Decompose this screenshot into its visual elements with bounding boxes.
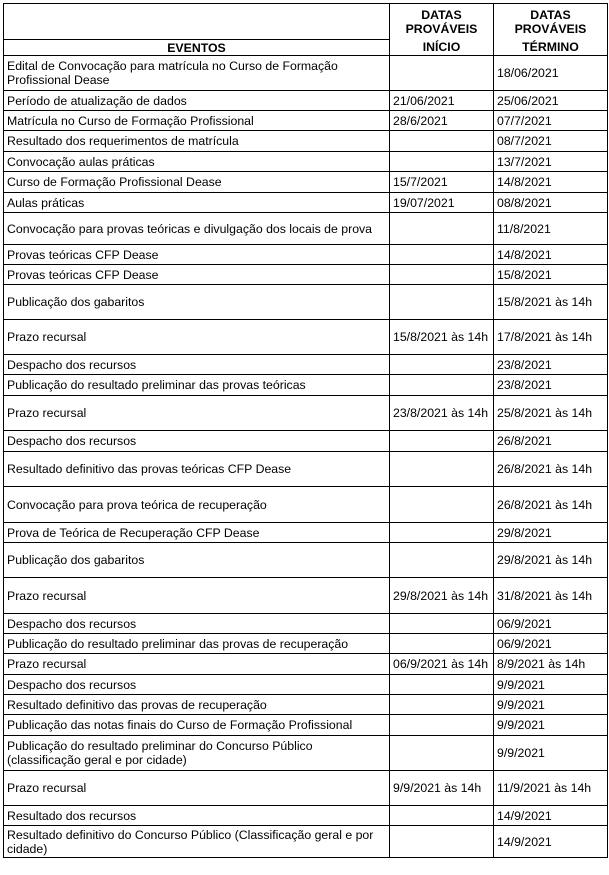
table-row [4, 452, 608, 487]
start-date-cell [390, 675, 494, 695]
table-row [4, 826, 608, 858]
table-row [4, 431, 608, 452]
end-date-cell: 15/8/2021 às 14h [494, 285, 608, 320]
event-cell: Matrícula no Curso de Formação Profissional [4, 111, 390, 131]
end-date-cell: 07/7/2021 [494, 111, 608, 131]
event-cell: Prazo recursal [4, 320, 390, 355]
table-row [4, 806, 608, 826]
end-date-cell: 06/9/2021 [494, 634, 608, 654]
table-row [4, 771, 608, 806]
event-cell: Publicação do resultado preliminar das provas teóricas [4, 375, 390, 396]
start-date-cell [390, 806, 494, 826]
header-datas-provaveis-inicio: DATAS PROVÁVEIS [390, 4, 494, 40]
end-date-cell: 06/9/2021 [494, 614, 608, 634]
table-row [4, 355, 608, 375]
event-cell: Publicação do resultado preliminar das provas de recuperação [4, 634, 390, 654]
end-date-cell: 13/7/2021 [494, 152, 608, 172]
event-cell: Provas teóricas CFP Dease [4, 265, 390, 285]
table-row [4, 245, 608, 265]
table-row [4, 675, 608, 695]
start-date-cell: 23/8/2021 às 14h [390, 396, 494, 431]
event-cell: Prazo recursal [4, 654, 390, 675]
end-date-cell: 15/8/2021 [494, 265, 608, 285]
event-cell: Publicação dos gabaritos [4, 285, 390, 320]
end-date-cell: 18/06/2021 [494, 56, 608, 91]
event-cell: Resultado dos recursos [4, 806, 390, 826]
event-cell: Despacho dos recursos [4, 431, 390, 452]
schedule-table [3, 3, 608, 858]
start-date-cell [390, 452, 494, 487]
start-date-cell [390, 487, 494, 523]
end-date-cell: 8/9/2021 às 14h [494, 654, 608, 675]
table-row [4, 152, 608, 172]
end-date-cell: 14/9/2021 [494, 806, 608, 826]
end-date-cell: 14/8/2021 [494, 172, 608, 193]
end-date-cell: 14/8/2021 [494, 245, 608, 265]
end-date-cell: 11/8/2021 [494, 213, 608, 245]
end-date-cell: 14/9/2021 [494, 826, 608, 858]
start-date-cell [390, 245, 494, 265]
start-date-cell [390, 131, 494, 152]
event-cell: Convocação para prova teórica de recuperação [4, 487, 390, 523]
table-row [4, 614, 608, 634]
table-row [4, 320, 608, 355]
table-row [4, 736, 608, 771]
start-date-cell [390, 826, 494, 858]
start-date-cell [390, 355, 494, 375]
table-row [4, 265, 608, 285]
table-row [4, 172, 608, 193]
start-date-cell: 28/6/2021 [390, 111, 494, 131]
start-date-cell: 15/8/2021 às 14h [390, 320, 494, 355]
event-cell: Resultado dos requerimentos de matrícula [4, 131, 390, 152]
event-cell: Resultado definitivo do Concurso Público (Classificação geral e por cidade) [4, 826, 390, 858]
table-row [4, 487, 608, 523]
start-date-cell [390, 213, 494, 245]
event-cell: Período de atualização de dados [4, 91, 390, 111]
end-date-cell: 08/8/2021 [494, 193, 608, 213]
table-row [4, 193, 608, 213]
start-date-cell [390, 152, 494, 172]
start-date-cell: 29/8/2021 às 14h [390, 578, 494, 614]
end-date-cell: 29/8/2021 às 14h [494, 543, 608, 578]
table-row [4, 578, 608, 614]
table-row [4, 285, 608, 320]
start-date-cell: 06/9/2021 às 14h [390, 654, 494, 675]
end-date-cell: 9/9/2021 [494, 675, 608, 695]
event-cell: Prova de Teórica de Recuperação CFP Dease [4, 523, 390, 543]
table-row [4, 695, 608, 715]
event-cell: Provas teóricas CFP Dease [4, 245, 390, 265]
event-cell: Publicação do resultado preliminar do Concurso Público (classificação geral e por cidade) [4, 736, 390, 771]
event-cell: Prazo recursal [4, 771, 390, 806]
event-cell: Resultado definitivo das provas teóricas CFP Dease [4, 452, 390, 487]
start-date-cell [390, 375, 494, 396]
event-cell: Convocação aulas práticas [4, 152, 390, 172]
end-date-cell: 29/8/2021 [494, 523, 608, 543]
event-cell: Prazo recursal [4, 578, 390, 614]
start-date-cell [390, 523, 494, 543]
header-eventos: EVENTOS [4, 40, 390, 56]
event-cell: Resultado definitivo das provas de recuperação [4, 695, 390, 715]
end-date-cell: 11/9/2021 às 14h [494, 771, 608, 806]
end-date-cell: 9/9/2021 [494, 715, 608, 736]
end-date-cell: 23/8/2021 [494, 375, 608, 396]
event-cell: Publicação das notas finais do Curso de Formação Profissional [4, 715, 390, 736]
event-cell: Aulas práticas [4, 193, 390, 213]
start-date-cell: 19/07/2021 [390, 193, 494, 213]
table-row [4, 543, 608, 578]
event-cell: Despacho dos recursos [4, 675, 390, 695]
start-date-cell [390, 543, 494, 578]
end-date-cell: 26/8/2021 às 14h [494, 452, 608, 487]
start-date-cell: 21/06/2021 [390, 91, 494, 111]
table-row [4, 654, 608, 675]
table-row [4, 523, 608, 543]
start-date-cell [390, 56, 494, 91]
start-date-cell [390, 736, 494, 771]
end-date-cell: 9/9/2021 [494, 695, 608, 715]
header-blank-cell [4, 4, 390, 40]
table-row [4, 131, 608, 152]
table-row [4, 396, 608, 431]
start-date-cell [390, 285, 494, 320]
end-date-cell: 26/8/2021 às 14h [494, 487, 608, 523]
header-datas-provaveis-termino: DATAS PROVÁVEIS [494, 4, 608, 40]
end-date-cell: 08/7/2021 [494, 131, 608, 152]
event-cell: Curso de Formação Profissional Dease [4, 172, 390, 193]
table-row [4, 111, 608, 131]
table-row [4, 634, 608, 654]
start-date-cell [390, 614, 494, 634]
end-date-cell: 17/8/2021 às 14h [494, 320, 608, 355]
schedule-body [4, 56, 608, 858]
event-cell: Despacho dos recursos [4, 614, 390, 634]
start-date-cell: 15/7/2021 [390, 172, 494, 193]
start-date-cell [390, 265, 494, 285]
event-cell: Prazo recursal [4, 396, 390, 431]
header-termino: TÉRMINO [494, 40, 608, 56]
event-cell: Edital de Convocação para matrícula no Curso de Formação Profissional Dease [4, 56, 390, 91]
start-date-cell [390, 634, 494, 654]
table-row [4, 56, 608, 91]
table-row [4, 715, 608, 736]
event-cell: Despacho dos recursos [4, 355, 390, 375]
start-date-cell [390, 431, 494, 452]
end-date-cell: 25/06/2021 [494, 91, 608, 111]
end-date-cell: 25/8/2021 às 14h [494, 396, 608, 431]
start-date-cell [390, 695, 494, 715]
end-date-cell: 23/8/2021 [494, 355, 608, 375]
start-date-cell [390, 715, 494, 736]
start-date-cell: 9/9/2021 às 14h [390, 771, 494, 806]
table-row [4, 375, 608, 396]
table-row [4, 91, 608, 111]
table-row [4, 213, 608, 245]
end-date-cell: 9/9/2021 [494, 736, 608, 771]
end-date-cell: 31/8/2021 às 14h [494, 578, 608, 614]
event-cell: Convocação para provas teóricas e divulgação dos locais de prova [4, 213, 390, 245]
event-cell: Publicação dos gabaritos [4, 543, 390, 578]
header-inicio: INÍCIO [390, 40, 494, 56]
end-date-cell: 26/8/2021 [494, 431, 608, 452]
